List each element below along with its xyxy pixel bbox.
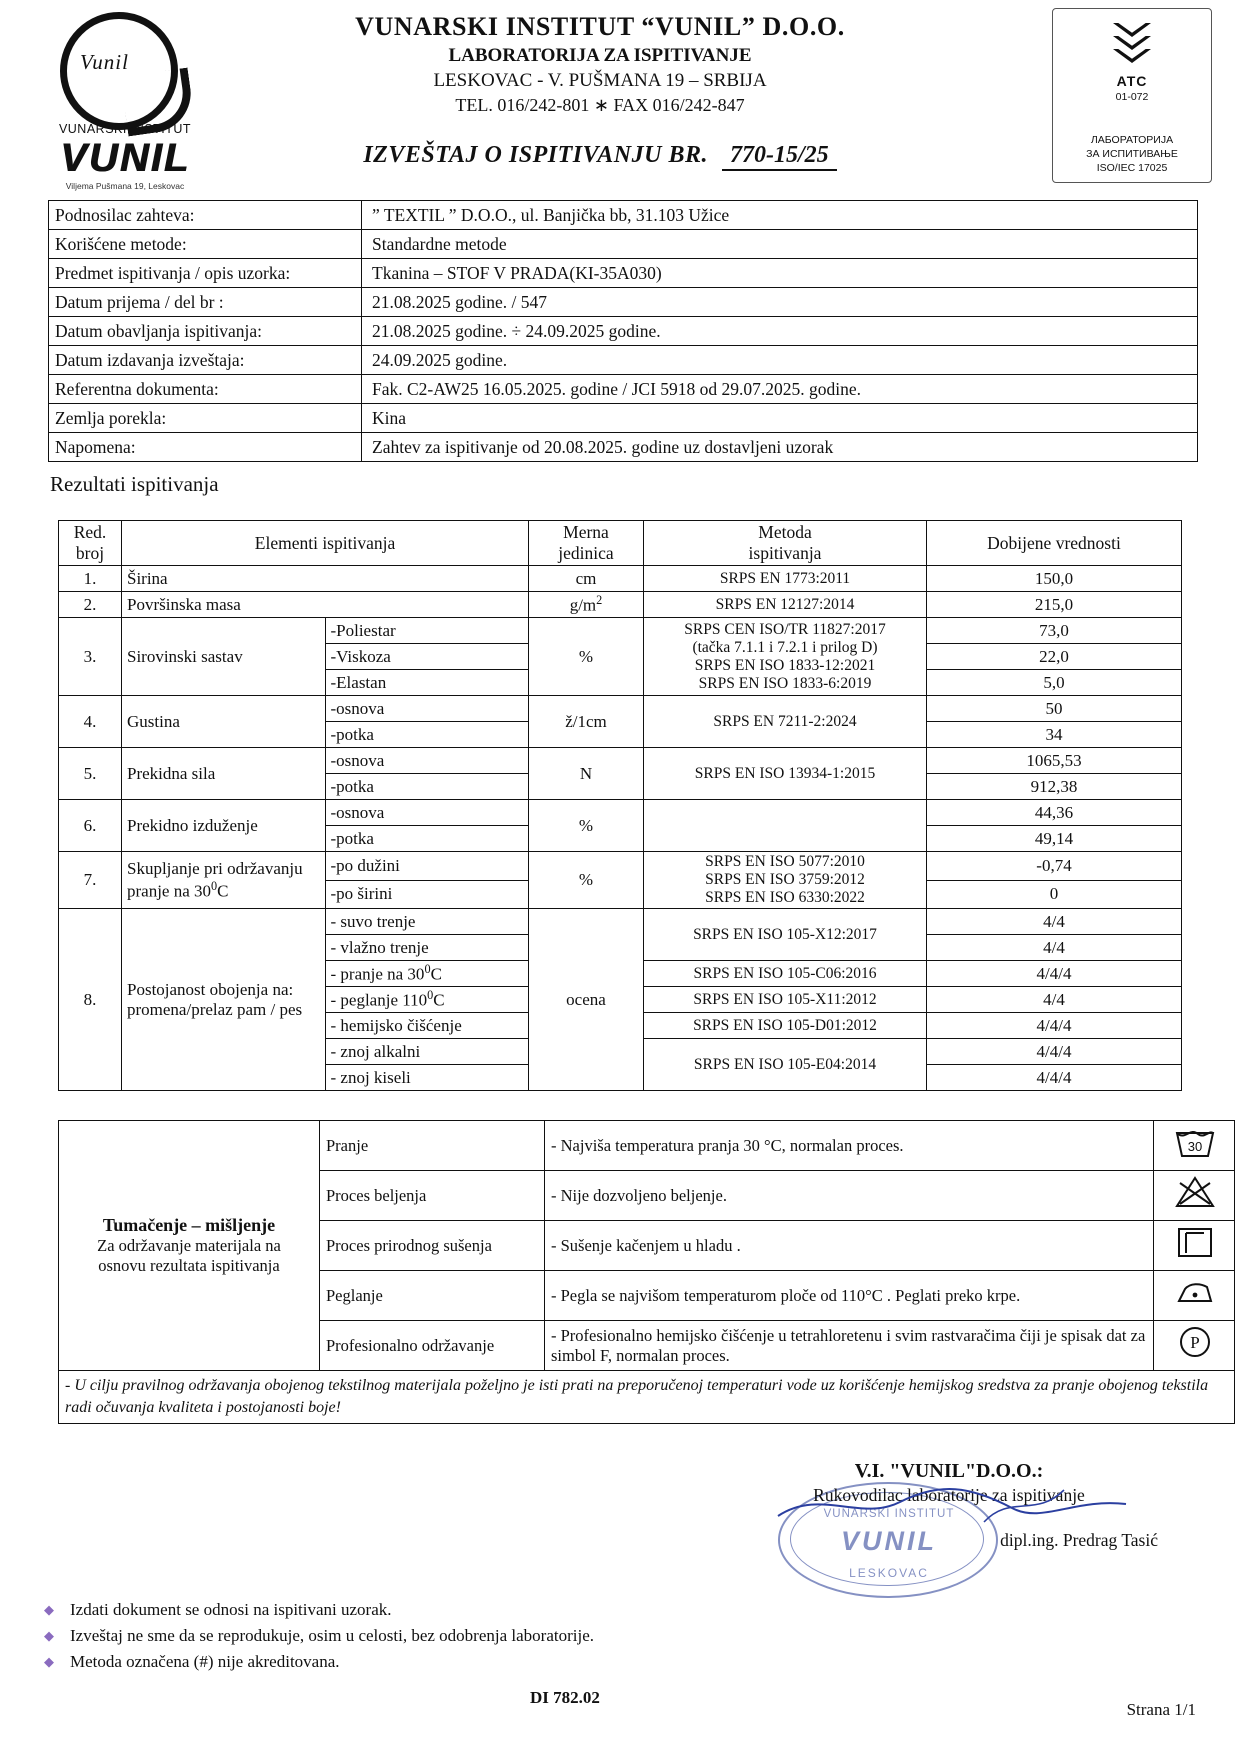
info-label: Napomena: bbox=[49, 433, 362, 462]
results-row bbox=[59, 748, 1182, 774]
result-value: 4/4/4 bbox=[927, 1065, 1182, 1091]
result-number: 7. bbox=[59, 852, 122, 909]
info-value: Standardne metode bbox=[362, 230, 1198, 259]
result-method bbox=[644, 800, 927, 852]
footnote-text: Metoda označena (#) nije akreditovana. bbox=[70, 1652, 340, 1671]
result-element: Postojanost obojenja na: promena/prelaz pam / pes bbox=[122, 909, 326, 1091]
header-text-block bbox=[230, 12, 970, 169]
col-header-number: Red. broj bbox=[59, 521, 122, 566]
atc-label: ATC bbox=[1116, 73, 1148, 89]
result-subelement: -osnova bbox=[325, 800, 529, 826]
sample-info-table bbox=[48, 200, 1198, 462]
info-value: 21.08.2025 godine. ÷ 24.09.2025 godine. bbox=[362, 317, 1198, 346]
svg-text:30: 30 bbox=[1187, 1139, 1203, 1154]
document-header bbox=[0, 0, 1240, 190]
vunil-q-icon bbox=[50, 10, 200, 120]
results-row bbox=[59, 800, 1182, 826]
result-subelement: - znoj alkalni bbox=[325, 1039, 529, 1065]
care-category-label: Peglanje bbox=[320, 1271, 545, 1321]
result-subelement: - pranje na $30^0C$ bbox=[325, 961, 529, 987]
result-subelement: - peglanje $110^0C$ bbox=[325, 987, 529, 1013]
interpretation-wrapper bbox=[58, 1120, 1209, 1424]
report-title: IZVEŠTAJ O ISPITIVANJU BR. bbox=[363, 142, 708, 168]
care-category-label: Pranje bbox=[320, 1121, 545, 1171]
result-method: SRPS EN ISO 105-X11:2012 bbox=[644, 987, 927, 1013]
result-method: SRPS EN ISO 105-D01:2012 bbox=[644, 1013, 927, 1039]
result-method: SRPS EN ISO 13934-1:2015 bbox=[644, 748, 927, 800]
accreditation-badge bbox=[1052, 8, 1212, 183]
info-value: Kina bbox=[362, 404, 1198, 433]
signature-company: V.I. "VUNIL"D.O.O.: bbox=[854, 1460, 1044, 1482]
result-number: 1. bbox=[59, 566, 122, 592]
info-value: Zahtev za ispitivanje od 20.08.2025. godine uz dostavljeni uzorak bbox=[362, 433, 1198, 462]
result-method: SRPS EN ISO 105-C06:2016 bbox=[644, 961, 927, 987]
result-number: 3. bbox=[59, 618, 122, 696]
results-row bbox=[59, 696, 1182, 722]
info-label: Predmet ispitivanja / opis uzorka: bbox=[49, 259, 362, 288]
results-row bbox=[59, 566, 1182, 592]
report-number: 770-15/25 bbox=[722, 142, 837, 171]
result-value: 215,0 bbox=[927, 592, 1182, 618]
result-method: SRPS EN 1773:2011 bbox=[644, 566, 927, 592]
logo-brand: VUNIL bbox=[60, 136, 190, 180]
result-element: Širina bbox=[122, 566, 529, 592]
result-method: SRPS EN ISO 105-E04:2014 bbox=[644, 1039, 927, 1091]
result-element: Gustina bbox=[122, 696, 326, 748]
stamp-top-text: VUNARSKI INSTITUT bbox=[823, 1508, 955, 1520]
info-row bbox=[49, 404, 1198, 433]
info-value: 21.08.2025 godine. / 547 bbox=[362, 288, 1198, 317]
result-subelement: -po dužini bbox=[325, 852, 529, 881]
document-code: DI 782.02 bbox=[530, 1688, 600, 1707]
info-row bbox=[49, 201, 1198, 230]
page-number: Strana 1/1 bbox=[1126, 1700, 1196, 1719]
result-value: 4/4/4 bbox=[927, 961, 1182, 987]
info-label: Datum obavljanja ispitivanja: bbox=[49, 317, 362, 346]
result-element: Skupljanje pri održavanju pranje na $30^0C$ bbox=[122, 852, 326, 909]
interpretation-table bbox=[58, 1120, 1235, 1424]
department-name: LABORATORIJA ZA ISPITIVANJE bbox=[448, 45, 752, 66]
results-table bbox=[58, 520, 1182, 1091]
result-value: 4/4 bbox=[927, 935, 1182, 961]
result-element: Prekidno izduženje bbox=[122, 800, 326, 852]
result-value: 22,0 bbox=[927, 644, 1182, 670]
report-title-line bbox=[230, 142, 970, 169]
signature-role: Rukovodilac laboratorije za ispitivanje bbox=[813, 1485, 1085, 1505]
interpretation-note: - U cilju pravilnog održavanja obojenog tekstilnog materijala poželjno je isti prati na preporučenoj temperaturi vode uz korišćenje hemijskog sredstva za pranje obojenog tekstila radi očuvanja kvaliteta i postojanosti boje! bbox=[59, 1371, 1235, 1424]
info-value: Tkanina – STOF V PRADA(KI-35A030) bbox=[362, 259, 1198, 288]
result-value: 44,36 bbox=[927, 800, 1182, 826]
info-label: Podnosilac zahteva: bbox=[49, 201, 362, 230]
info-label: Korišćene metode: bbox=[49, 230, 362, 259]
vunil-logo bbox=[30, 10, 220, 191]
interpretation-row bbox=[59, 1121, 1235, 1171]
result-number: 5. bbox=[59, 748, 122, 800]
result-value: 34 bbox=[927, 722, 1182, 748]
signature-name: dipl.ing. Predrag Tasić bbox=[1000, 1530, 1158, 1550]
result-method: SRPS EN 12127:2014 bbox=[644, 592, 927, 618]
result-subelement: - vlažno trenje bbox=[325, 935, 529, 961]
footnote-item bbox=[44, 1652, 594, 1672]
care-instruction-text: - Nije dozvoljeno beljenje. bbox=[545, 1171, 1154, 1221]
interpretation-heading: Tumačenje – mišljenje Za održavanje materijala na osnovu rezultata ispitivanja bbox=[59, 1121, 320, 1371]
result-method: SRPS EN ISO 105-X12:2017 bbox=[644, 909, 927, 961]
interpretation-note-row bbox=[59, 1371, 1235, 1424]
info-value: Fak. C2-AW25 16.05.2025. godine / JCI 5918 od 29.07.2025. godine. bbox=[362, 375, 1198, 404]
result-unit: ocena bbox=[529, 909, 644, 1091]
care-instruction-text: - Pegla se najvišom temperaturom ploče od 110°C . Peglati preko krpe. bbox=[545, 1271, 1154, 1321]
footnote-item bbox=[44, 1600, 594, 1620]
result-method: SRPS CEN ISO/TR 11827:2017 (tačka 7.1.1 i 7.2.1 i prilog D) SRPS EN ISO 1833-12:2021 SRPS EN ISO 1833-6:2019 bbox=[644, 618, 927, 696]
company-address: LESKOVAC - V. PUŠMANA 19 – SRBIJA bbox=[433, 70, 767, 91]
result-value: 4/4 bbox=[927, 909, 1182, 935]
result-subelement: -Viskoza bbox=[325, 644, 529, 670]
logo-wordmark: Vunil bbox=[80, 50, 129, 74]
svg-text:P: P bbox=[1190, 1333, 1200, 1352]
atc-line1: ЛАБОРАТОРИЈА bbox=[1090, 134, 1174, 146]
info-label: Datum izdavanja izveštaja: bbox=[49, 346, 362, 375]
care-category-label: Proces prirodnog sušenja bbox=[320, 1221, 545, 1271]
result-number: 4. bbox=[59, 696, 122, 748]
no-bleach-icon bbox=[1154, 1171, 1235, 1221]
dryclean-p-icon bbox=[1154, 1321, 1235, 1371]
result-value: 1065,53 bbox=[927, 748, 1182, 774]
footnote-text: Izdati dokument se odnosi na ispitivani uzorak. bbox=[70, 1600, 392, 1619]
result-unit: $g/m^2$ bbox=[529, 592, 644, 618]
bullet-icon: ◆ bbox=[44, 1602, 54, 1617]
stamp-brand-text: VUNIL bbox=[841, 1526, 937, 1556]
result-subelement: -potka bbox=[325, 774, 529, 800]
results-row bbox=[59, 618, 1182, 644]
care-instruction-text: - Profesionalno hemijsko čišćenje u tetrahloretenu i svim rastvaračima čiji je spisak dat za simbol F, normalan proces. bbox=[545, 1321, 1154, 1371]
info-row bbox=[49, 433, 1198, 462]
footnote-item bbox=[44, 1626, 594, 1646]
result-number: 6. bbox=[59, 800, 122, 852]
info-label: Datum prijema / del br : bbox=[49, 288, 362, 317]
signature-block bbox=[714, 1460, 1184, 1551]
wash-30-icon bbox=[1154, 1121, 1235, 1171]
result-value: 50 bbox=[927, 696, 1182, 722]
info-row bbox=[49, 288, 1198, 317]
col-header-elements: Elementi ispitivanja bbox=[122, 521, 529, 566]
atc-line3: ISO/IEC 17025 bbox=[1096, 162, 1168, 174]
result-element: Prekidna sila bbox=[122, 748, 326, 800]
result-value: 5,0 bbox=[927, 670, 1182, 696]
result-value: 0 bbox=[927, 880, 1182, 909]
iron-one-dot-icon bbox=[1154, 1271, 1235, 1321]
result-value: 4/4 bbox=[927, 987, 1182, 1013]
result-unit: % bbox=[529, 618, 644, 696]
result-subelement: - znoj kiseli bbox=[325, 1065, 529, 1091]
care-category-label: Profesionalno održavanje bbox=[320, 1321, 545, 1371]
result-subelement: -potka bbox=[325, 722, 529, 748]
info-row bbox=[49, 317, 1198, 346]
result-value: 4/4/4 bbox=[927, 1013, 1182, 1039]
results-heading: Rezultati ispitivanja bbox=[50, 472, 219, 496]
result-subelement: -osnova bbox=[325, 748, 529, 774]
results-row bbox=[59, 909, 1182, 935]
results-table-wrapper bbox=[58, 520, 1182, 1091]
result-value: 912,38 bbox=[927, 774, 1182, 800]
info-label: Referentna dokumenta: bbox=[49, 375, 362, 404]
results-row bbox=[59, 592, 1182, 618]
footnote-text: Izveštaj ne sme da se reprodukuje, osim u celosti, bez odobrenja laboratorije. bbox=[70, 1626, 594, 1645]
bullet-icon: ◆ bbox=[44, 1628, 54, 1643]
result-value: 150,0 bbox=[927, 566, 1182, 592]
result-element: Sirovinski sastav bbox=[122, 618, 326, 696]
result-value: 73,0 bbox=[927, 618, 1182, 644]
logo-address: Viljema Pušmana 19, Leskovac bbox=[65, 181, 185, 191]
result-element: Površinska masa bbox=[122, 592, 529, 618]
atc-line2: ЗА ИСПИТИВАЊЕ bbox=[1086, 148, 1178, 160]
info-row bbox=[49, 375, 1198, 404]
results-row bbox=[59, 852, 1182, 881]
result-number: 8. bbox=[59, 909, 122, 1091]
result-subelement: - suvo trenje bbox=[325, 909, 529, 935]
result-unit: cm bbox=[529, 566, 644, 592]
col-header-values: Dobijene vrednosti bbox=[927, 521, 1182, 566]
result-unit: % bbox=[529, 800, 644, 852]
result-unit: ž/1cm bbox=[529, 696, 644, 748]
care-instruction-text: - Najviša temperatura pranja 30 °C, normalan proces. bbox=[545, 1121, 1154, 1171]
stamp-bottom-text: LESKOVAC bbox=[849, 1566, 929, 1580]
atc-code: 01-072 bbox=[1115, 91, 1149, 103]
result-method: SRPS EN ISO 5077:2010 SRPS EN ISO 3759:2012 SRPS EN ISO 6330:2022 bbox=[644, 852, 927, 909]
result-number: 2. bbox=[59, 592, 122, 618]
care-category-label: Proces beljenja bbox=[320, 1171, 545, 1221]
info-label: Zemlja porekla: bbox=[49, 404, 362, 433]
info-row bbox=[49, 346, 1198, 375]
result-subelement: -Poliestar bbox=[325, 618, 529, 644]
result-subelement: -osnova bbox=[325, 696, 529, 722]
info-row bbox=[49, 230, 1198, 259]
info-value: ” TEXTIL ” D.O.O., ul. Banjička bb, 31.103 Užice bbox=[362, 201, 1198, 230]
col-header-method: Metoda ispitivanja bbox=[644, 521, 927, 566]
result-method: SRPS EN 7211-2:2024 bbox=[644, 696, 927, 748]
care-instruction-text: - Sušenje kačenjem u hladu . bbox=[545, 1221, 1154, 1271]
atc-chevron-icon bbox=[1109, 23, 1155, 67]
result-value: 49,14 bbox=[927, 826, 1182, 852]
col-header-unit: Merna jedinica bbox=[529, 521, 644, 566]
info-row bbox=[49, 259, 1198, 288]
footnotes bbox=[44, 1600, 594, 1678]
result-subelement: -potka bbox=[325, 826, 529, 852]
result-value: -0,74 bbox=[927, 852, 1182, 881]
result-subelement: - hemijsko čišćenje bbox=[325, 1013, 529, 1039]
company-contact: TEL. 016/242-801 ∗ FAX 016/242-847 bbox=[455, 95, 745, 115]
bullet-icon: ◆ bbox=[44, 1654, 54, 1669]
company-name: VUNARSKI INSTITUT “VUNIL” D.O.O. bbox=[355, 12, 845, 41]
drip-dry-shade-icon bbox=[1154, 1221, 1235, 1271]
logo-institute-line: VUNARSKI INSTITUT bbox=[58, 122, 192, 136]
result-subelement: -Elastan bbox=[325, 670, 529, 696]
result-value: 4/4/4 bbox=[927, 1039, 1182, 1065]
result-unit: N bbox=[529, 748, 644, 800]
result-subelement: -po širini bbox=[325, 880, 529, 909]
result-unit: % bbox=[529, 852, 644, 909]
info-value: 24.09.2025 godine. bbox=[362, 346, 1198, 375]
